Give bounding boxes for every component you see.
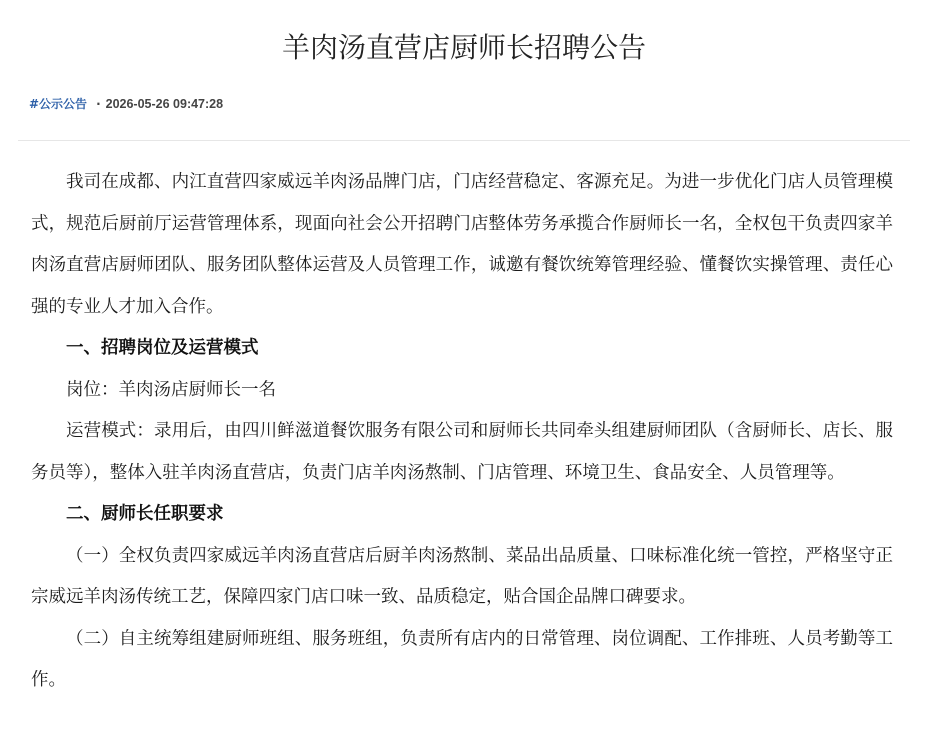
publish-timestamp: 2026-05-26 09:47:28 — [105, 97, 224, 111]
section-heading-requirements: 二、厨师长任职要求 — [66, 504, 224, 524]
category-tag-link[interactable]: #公示公告 — [29, 97, 88, 111]
requirement-paragraph-1: （一）全权负责四家威远羊肉汤直营店后厨羊肉汤熬制、菜品出品质量、口味标准化统一管控，严格坚守正宗威远羊肉汤传统工艺，保障四家门店口味一致、品质稳定，贴合国企品牌口碑要求。 — [31, 545, 893, 607]
meta-separator: · — [96, 97, 101, 111]
article-body — [31, 162, 893, 702]
requirement-paragraph-2: （二）自主统筹组建厨师班组、服务班组，负责所有店内的日常管理、岗位调配、工作排班、人员考勤等工作。 — [31, 628, 893, 690]
section-heading-recruitment: 一、招聘岗位及运营模式 — [66, 338, 259, 358]
header-divider — [18, 140, 910, 141]
operation-mode-paragraph: 运营模式：录用后，由四川鲜滋道餐饮服务有限公司和厨师长共同牵头组建厨师团队（含厨师长、店长、服务员等），整体入驻羊肉汤直营店，负责门店羊肉汤熬制、门店管理、环境卫生、食品安全、人员管理等。 — [31, 421, 893, 483]
position-paragraph: 岗位：羊肉汤店厨师长一名 — [66, 379, 276, 400]
page-title: 羊肉汤直营店厨师长招聘公告 — [281, 31, 646, 64]
article-meta — [29, 94, 223, 114]
intro-paragraph: 我司在成都、内江直营四家威远羊肉汤品牌门店，门店经营稳定、客源充足。为进一步优化门店人员管理模式，规范后厨前厅运营管理体系，现面向社会公开招聘门店整体劳务承揽合作厨师长一名，全权包干负责四家羊肉汤直营店厨师团队、服务团队整体运营及人员管理工作，诚邀有餐饮统筹管理经验、懂餐饮实操管理、责任心强的专业人才加入合作。 — [31, 172, 893, 317]
